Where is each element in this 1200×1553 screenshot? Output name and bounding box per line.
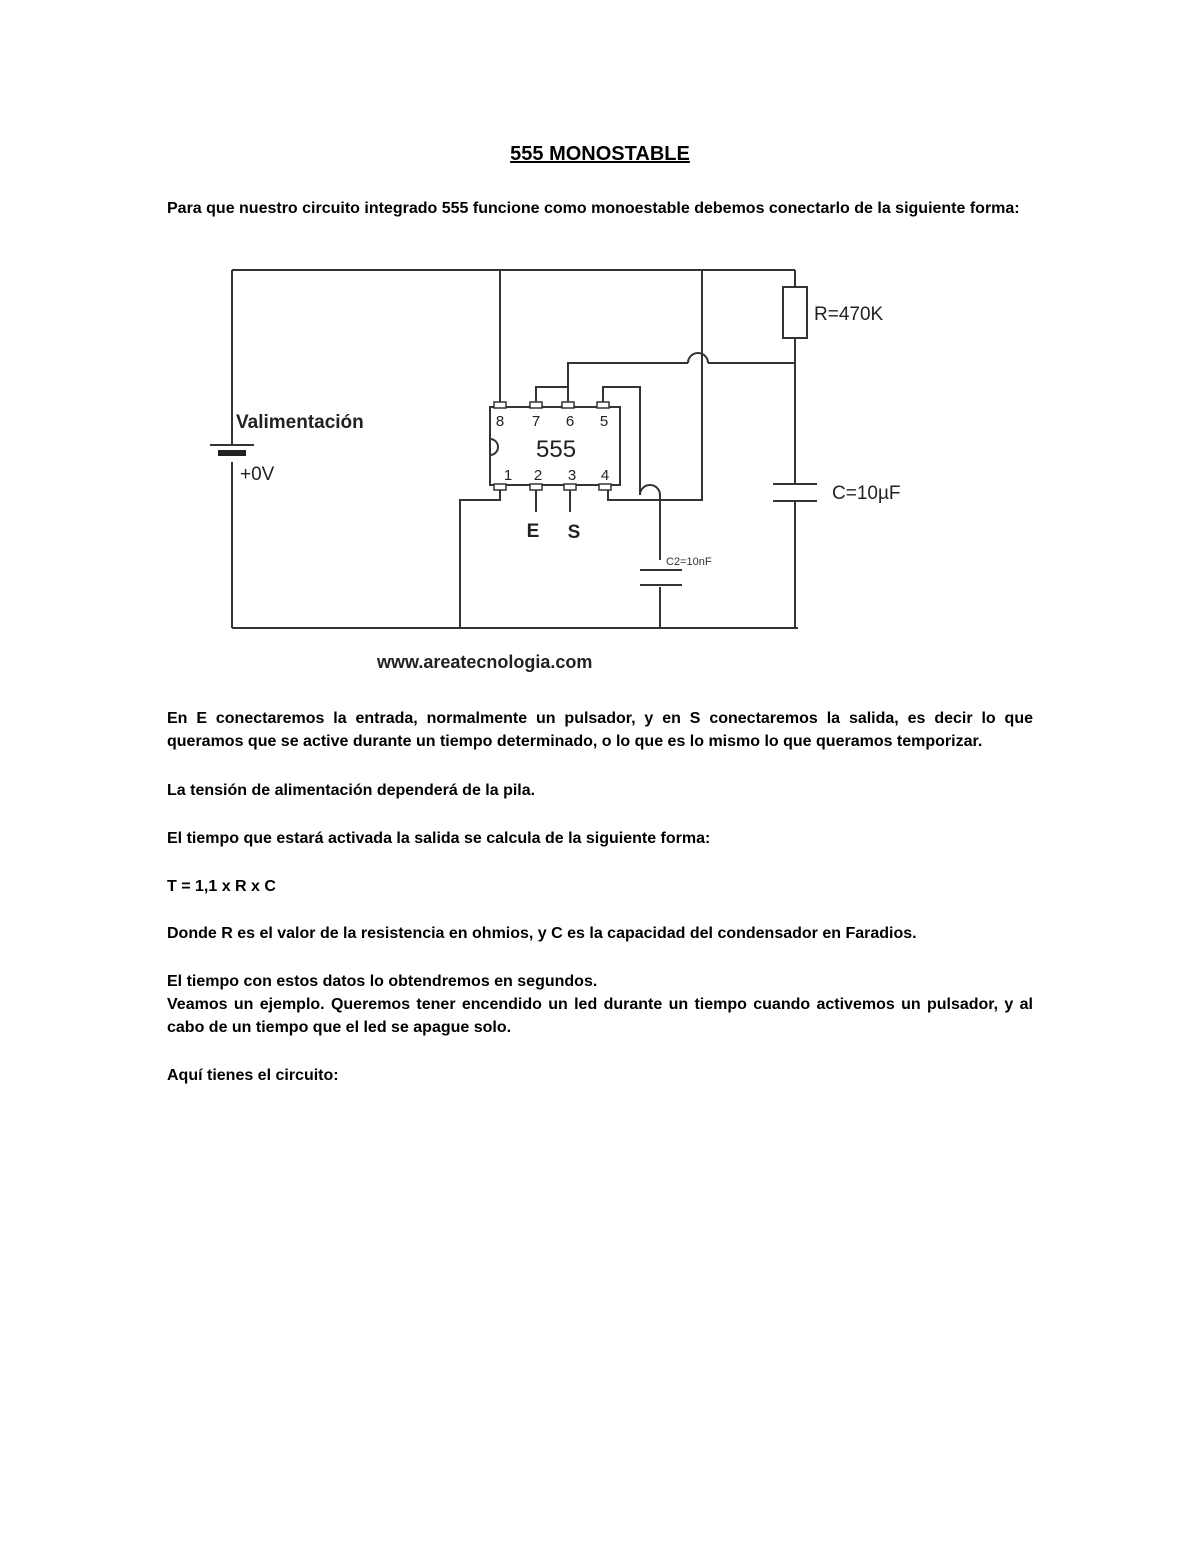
pin-6-label: 6 [565,413,575,430]
supply-label: Valimentación [236,412,364,433]
capacitor-label: C=10µF [832,483,901,504]
paragraph-tiempo: El tiempo que estará activada la salida se calcula de la siguiente forma: [167,830,711,847]
battery-symbol [210,445,254,453]
supply-value: +0V [240,464,275,485]
output-label: S [567,522,581,543]
pin-7-label: 7 [531,413,541,430]
website-watermark: www.areatecnologia.com [377,652,593,672]
resistor-symbol [783,287,807,338]
pin-4-label: 4 [600,467,610,484]
resistor-label: R=470K [814,304,884,325]
paragraph-e-s: En E conectaremos la entrada, normalmente un pulsador, y en S conectaremos la salida, es decir lo que queramos que se active durante un tiempo determinado, o lo que es lo mismo lo que queramos temporizar. [167,710,1033,750]
pin-5-label: 5 [599,413,609,430]
pin-1-label: 1 [503,467,513,484]
pin-2-label: 2 [533,467,543,484]
ic-label: 555 [536,436,577,463]
input-label: E [526,521,540,542]
paragraph-ejemplo: Veamos un ejemplo. Queremos tener encendido un led durante un tiempo cuando activemos un pulsador, y al cabo de un tiempo que el led se apague solo. [167,996,1033,1036]
intro-paragraph: Para que nuestro circuito integrado 555 funcione como monoestable debemos conectarlo de la siguiente forma: [167,200,1020,217]
formula: T = 1,1 x R x C [167,878,276,895]
paragraph-tension: La tensión de alimentación dependerá de la pila. [167,782,536,799]
capacitor-c2-symbol [640,570,682,585]
capacitor-c2-label: C2=10nF [666,556,712,568]
paragraph-aqui: Aquí tienes el circuito: [167,1067,339,1084]
pin-3-label: 3 [567,467,577,484]
capacitor-c-symbol [773,484,817,501]
paragraph-segundos: El tiempo con estos datos lo obtendremos en segundos. [167,973,598,990]
page-title: 555 MONOSTABLE [510,143,690,165]
circuit-diagram [200,250,960,680]
paragraph-donde: Donde R es el valor de la resistencia en ohmios, y C es la capacidad del condensador en Faradios. [167,925,917,942]
pin-8-label: 8 [495,413,505,430]
